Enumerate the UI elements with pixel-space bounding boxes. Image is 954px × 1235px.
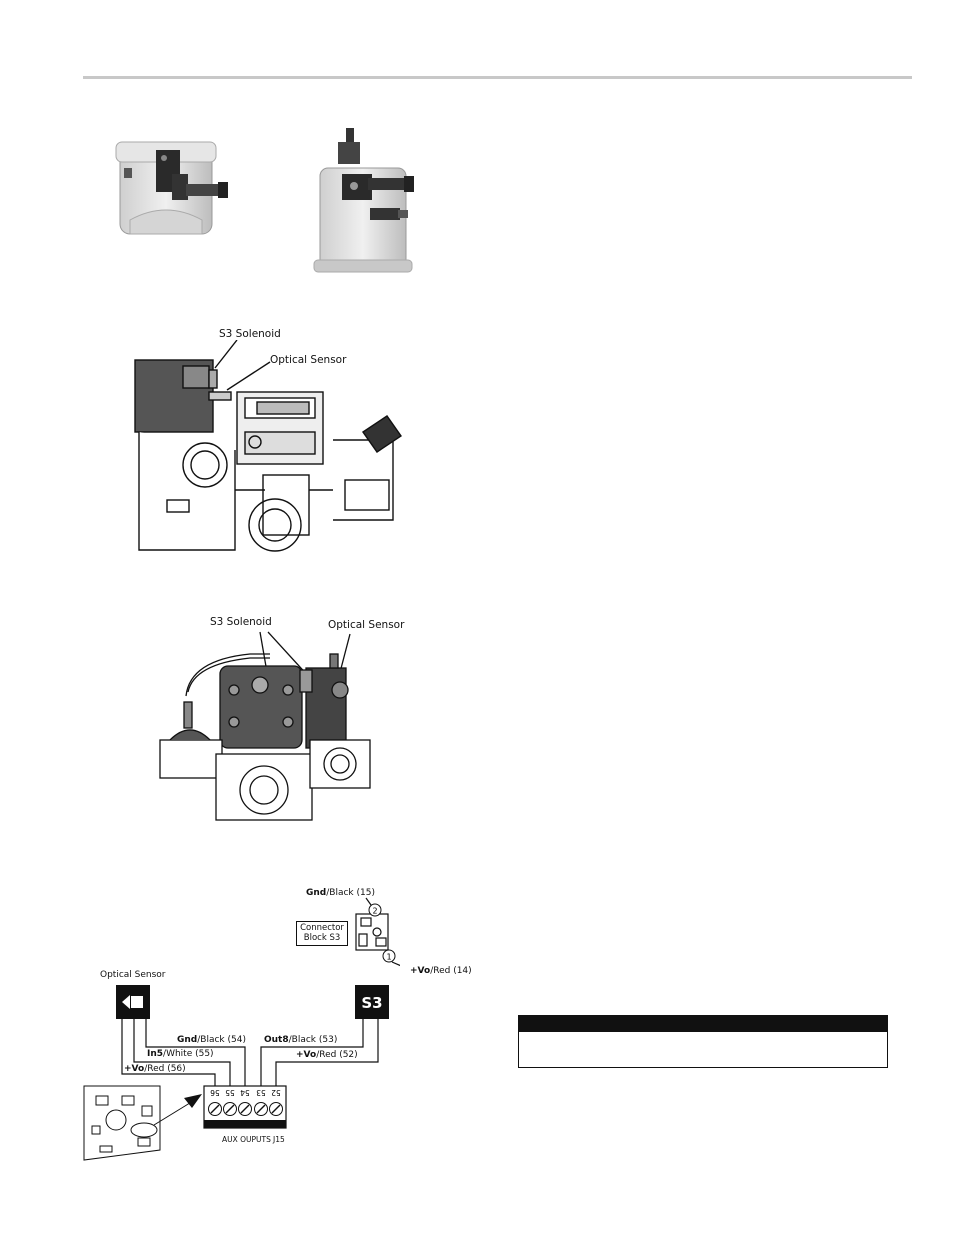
circuit-board [84, 1086, 198, 1160]
meter-assembly-drawing-2 [150, 630, 390, 825]
vo-red-14-label: +Vo/Red (14) [410, 966, 472, 976]
out8-black-53-label: Out8/Black (53) [264, 1035, 338, 1045]
gnd-black-15-label: Gnd/Black (15) [306, 888, 375, 898]
connector-block-s3-label: Connector Block S3 [296, 921, 348, 946]
valve-photo-right [314, 128, 414, 272]
meter-assembly-drawing-1 [125, 340, 410, 565]
vo-red-56-label: +Vo/Red (56) [124, 1064, 186, 1074]
terminal-52-label: 52 [271, 1088, 281, 1097]
terminal-54-label: 54 [240, 1088, 250, 1097]
aux-outputs-label: AUX OUPUTS [222, 1135, 271, 1144]
wiring-optical-sensor-label: Optical Sensor [100, 970, 166, 980]
fig3-optical-sensor-label: Optical Sensor [328, 619, 405, 631]
j15-label: J15 [273, 1135, 285, 1144]
valve-photos [100, 120, 440, 280]
gnd-black-54-label: Gnd/Black (54) [177, 1035, 246, 1045]
optical-sensor-icon [116, 985, 150, 1019]
pin-1-text: 1 [386, 952, 392, 962]
fig3-s3-solenoid-label: S3 Solenoid [210, 616, 272, 628]
valve-photo-left [116, 142, 228, 234]
notice-box [518, 1015, 888, 1068]
vo-red-52-label: +Vo/Red (52) [296, 1050, 358, 1060]
wiring-diagram [80, 890, 400, 1170]
fig2-optical-sensor-label: Optical Sensor [270, 354, 347, 366]
fig2-s3-solenoid-label: S3 Solenoid [219, 328, 281, 340]
terminal-56-label: 56 [210, 1088, 220, 1097]
notice-header-bar [519, 1016, 887, 1032]
wires [122, 1019, 378, 1086]
s3-badge-text: S3 [361, 994, 383, 1012]
header-rule [83, 76, 912, 79]
pointer-arrow [184, 1094, 202, 1108]
terminal-53-label: 53 [256, 1088, 266, 1097]
pin-2-text: 2 [372, 906, 378, 916]
in5-white-55-label: In5/White (55) [147, 1049, 214, 1059]
terminal-55-label: 55 [225, 1088, 235, 1097]
